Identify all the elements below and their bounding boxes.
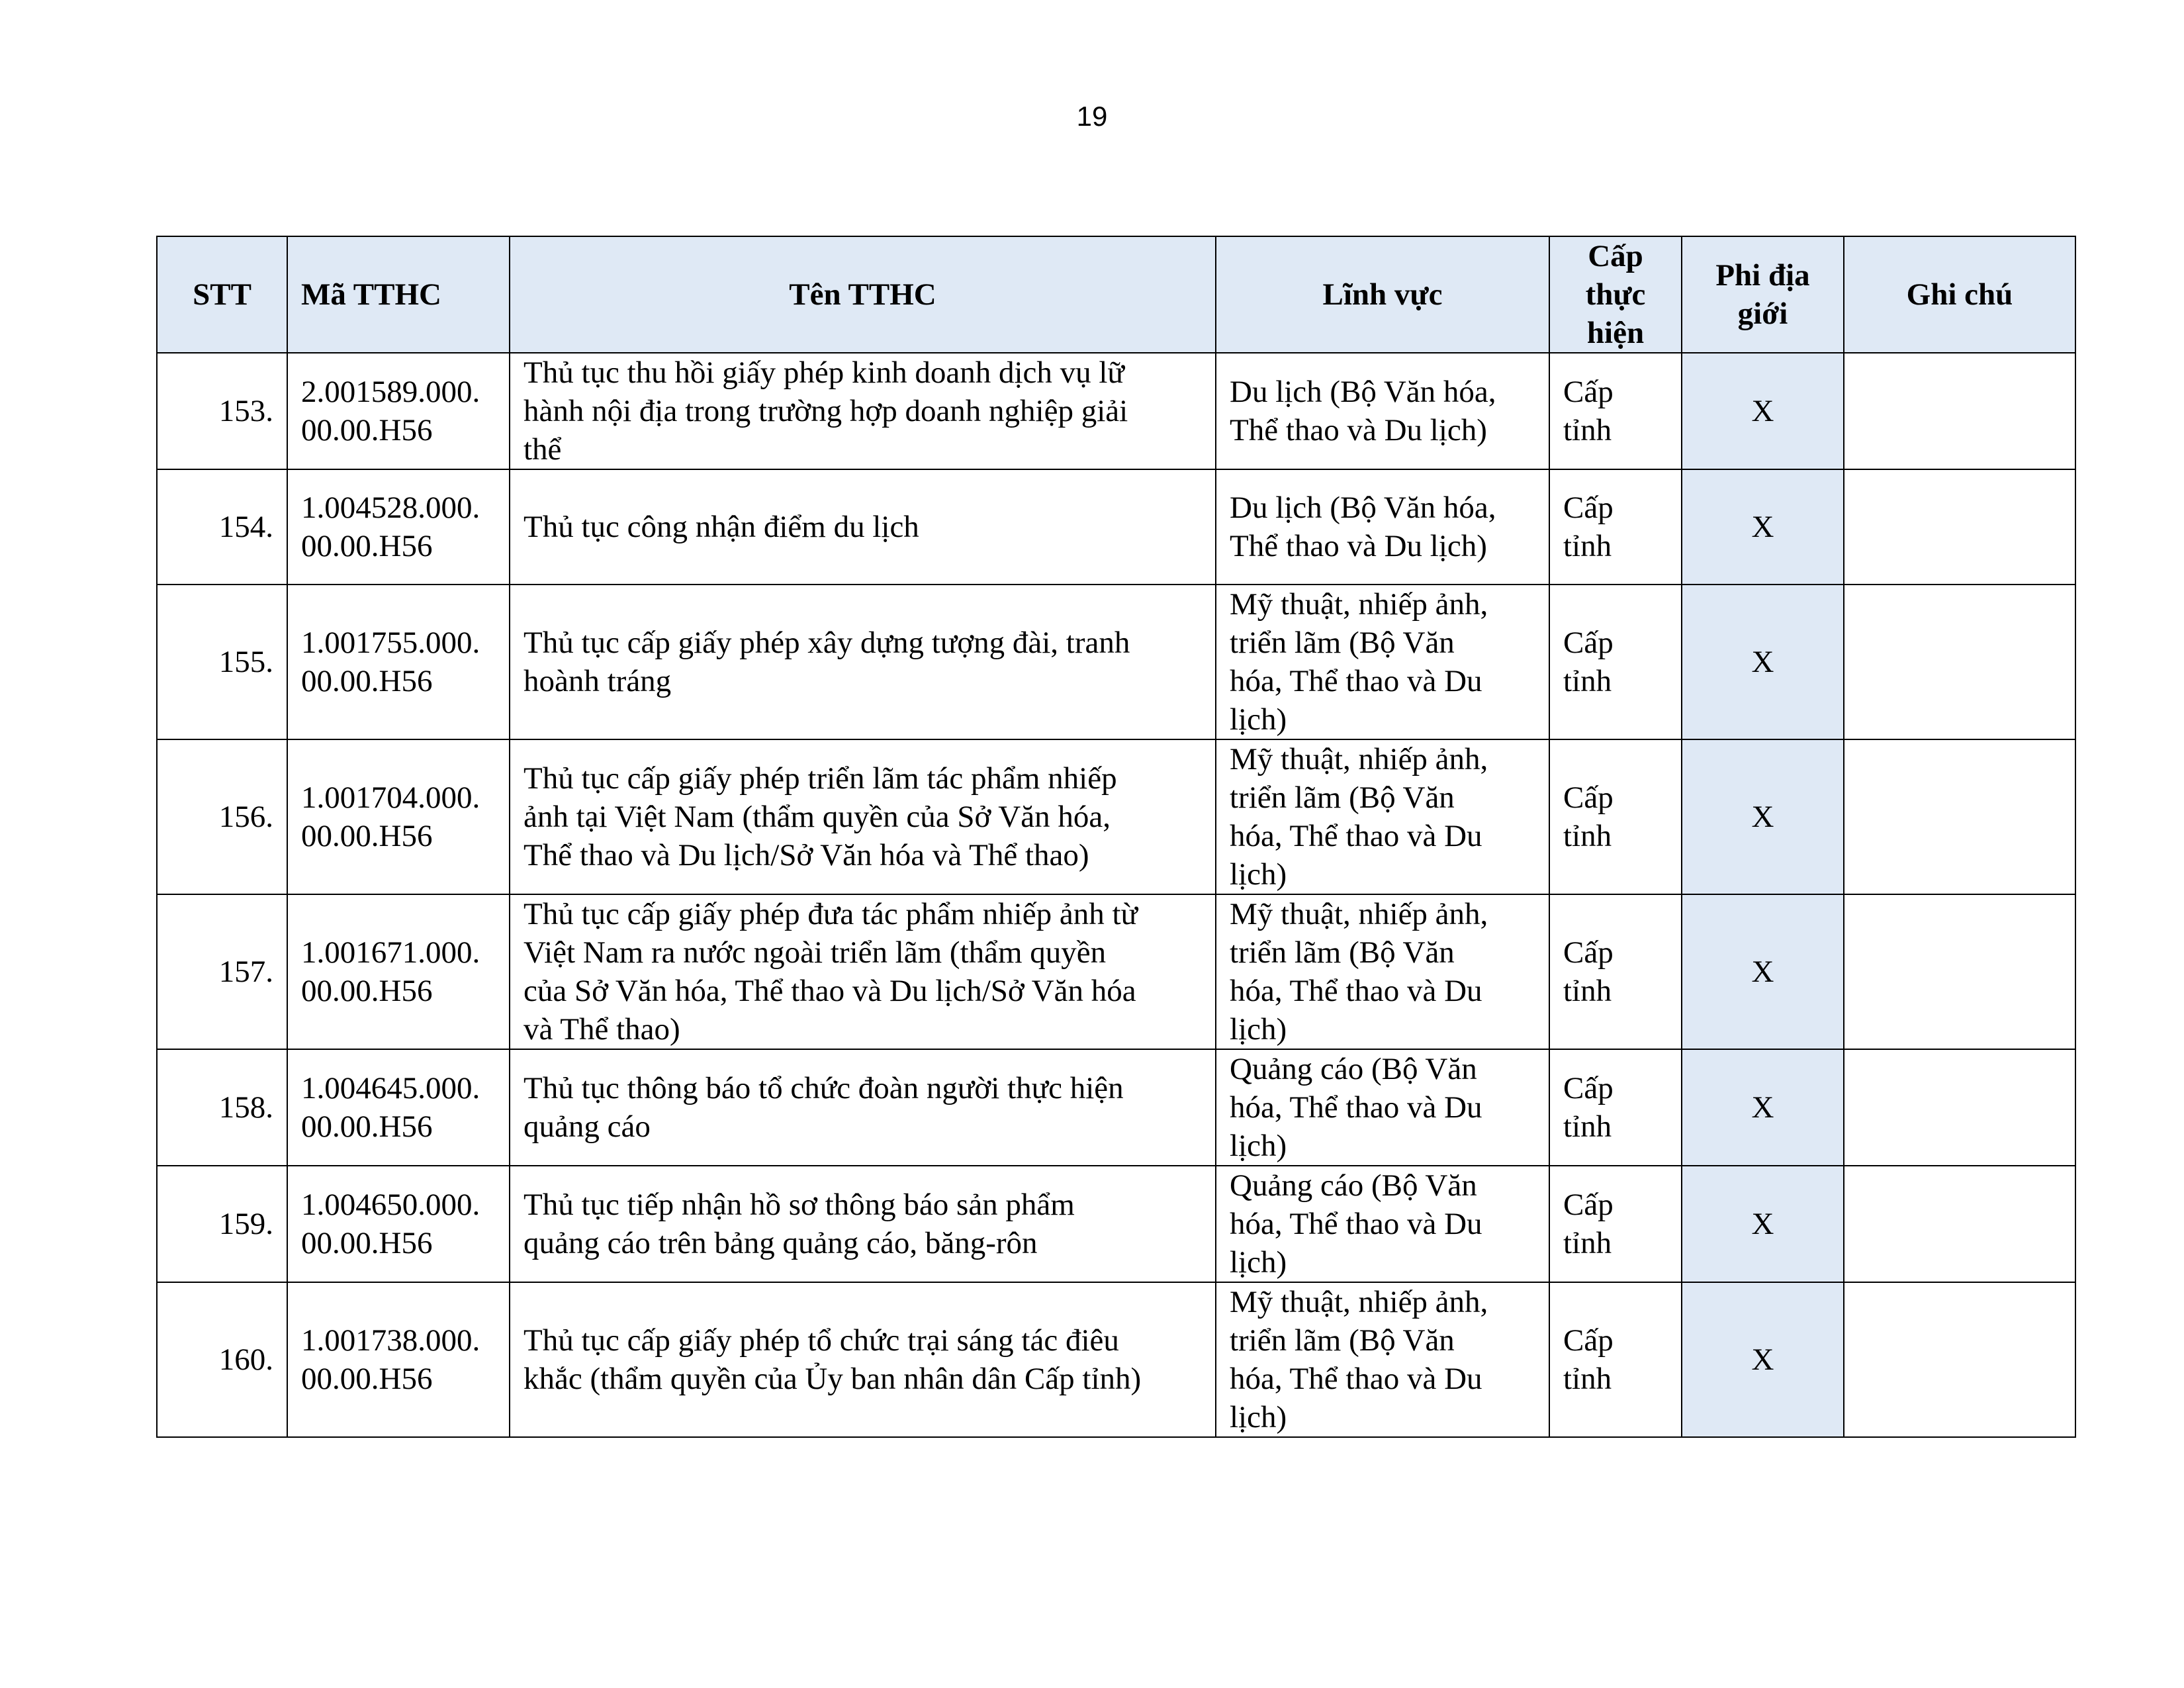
cell-line: Mỹ thuật, nhiếp ảnh,	[1230, 897, 1488, 931]
cell-line: khắc (thẩm quyền của Ủy ban nhân dân Cấp tỉnh)	[523, 1362, 1142, 1396]
cell-line: 00.00.H56	[301, 819, 433, 853]
cell-line: 1.004528.000.	[301, 491, 480, 525]
cell-line: Thủ tục cấp giấy phép đưa tác phẩm nhiếp ảnh từ	[523, 897, 1138, 931]
cell-line: Mỹ thuật, nhiếp ảnh,	[1230, 1285, 1488, 1319]
cell-line: Thể thao và Du lịch)	[1230, 413, 1487, 447]
cell-ten-tthc	[510, 585, 1216, 739]
procedures-table	[156, 236, 2076, 1438]
header-cap-line: Cấp	[1588, 239, 1643, 273]
cell-ten-tthc	[510, 1282, 1216, 1437]
cell-line: triển lãm (Bộ Văn	[1230, 1323, 1455, 1358]
cell-line: hóa, Thể thao và Du	[1230, 1207, 1482, 1241]
cell-ghi-chu	[1844, 585, 2075, 739]
cell-phi-dia-gioi: X	[1682, 1049, 1844, 1166]
table-header-row	[157, 236, 2075, 353]
cell-cap	[1549, 1282, 1682, 1437]
cell-cap	[1549, 894, 1682, 1049]
cell-line: 00.00.H56	[301, 1362, 433, 1396]
cell-stt: 155.	[157, 585, 287, 739]
header-ten-tthc: Tên TTHC	[510, 236, 1216, 353]
cell-line: thể	[523, 432, 562, 467]
cell-ghi-chu	[1844, 1049, 2075, 1166]
cell-stt: 153.	[157, 353, 287, 469]
cell-line: quảng cáo trên bảng quảng cáo, băng-rôn	[523, 1226, 1038, 1260]
header-stt: STT	[157, 236, 287, 353]
cell-stt: 159.	[157, 1166, 287, 1282]
cell-line: 00.00.H56	[301, 1226, 433, 1260]
cell-stt: 158.	[157, 1049, 287, 1166]
cell-line: Việt Nam ra nước ngoài triển lãm (thẩm quyền	[523, 935, 1107, 970]
cell-ma-tthc	[287, 739, 510, 894]
cell-line: 2.001589.000.	[301, 375, 480, 409]
cell-line: hóa, Thể thao và Du	[1230, 1362, 1482, 1396]
cell-phi-dia-gioi: X	[1682, 894, 1844, 1049]
cell-phi-dia-gioi: X	[1682, 585, 1844, 739]
cell-line: Thủ tục cấp giấy phép tổ chức trại sáng tác điêu	[523, 1323, 1119, 1358]
cell-stt: 156.	[157, 739, 287, 894]
cell-ghi-chu	[1844, 1282, 2075, 1437]
cell-line: Thủ tục công nhận điểm du lịch	[523, 510, 919, 544]
cell-line: Cấp	[1563, 375, 1614, 409]
cell-ten-tthc	[510, 469, 1216, 585]
cell-line: Du lịch (Bộ Văn hóa,	[1230, 491, 1496, 525]
cell-ma-tthc	[287, 353, 510, 469]
cell-line: lịch)	[1230, 1129, 1287, 1163]
table-row	[157, 1282, 2075, 1437]
cell-ten-tthc	[510, 1049, 1216, 1166]
cell-line: Quảng cáo (Bộ Văn	[1230, 1168, 1477, 1203]
cell-ma-tthc	[287, 1049, 510, 1166]
cell-line: Cấp	[1563, 1188, 1614, 1222]
cell-line: 1.001755.000.	[301, 626, 480, 660]
cell-line: lịch)	[1230, 857, 1287, 892]
cell-line: 00.00.H56	[301, 529, 433, 563]
cell-line: tỉnh	[1563, 529, 1612, 563]
cell-line: Cấp	[1563, 935, 1614, 970]
table-row	[157, 894, 2075, 1049]
cell-phi-dia-gioi: X	[1682, 353, 1844, 469]
cell-linh-vuc	[1216, 353, 1549, 469]
cell-line: Thủ tục cấp giấy phép xây dựng tượng đài, tranh	[523, 626, 1130, 660]
cell-ma-tthc	[287, 1166, 510, 1282]
cell-line: tỉnh	[1563, 974, 1612, 1008]
cell-cap	[1549, 353, 1682, 469]
cell-line: Cấp	[1563, 1071, 1614, 1105]
cell-ten-tthc	[510, 894, 1216, 1049]
cell-linh-vuc	[1216, 585, 1549, 739]
cell-cap	[1549, 585, 1682, 739]
header-linh-vuc: Lĩnh vực	[1216, 236, 1549, 353]
cell-line: triển lãm (Bộ Văn	[1230, 626, 1455, 660]
cell-ten-tthc	[510, 353, 1216, 469]
cell-line: Thủ tục thông báo tổ chức đoàn người thực hiện	[523, 1071, 1124, 1105]
cell-ten-tthc	[510, 1166, 1216, 1282]
table-row	[157, 1166, 2075, 1282]
cell-line: của Sở Văn hóa, Thể thao và Du lịch/Sở Văn hóa	[523, 974, 1136, 1008]
cell-line: Cấp	[1563, 491, 1614, 525]
cell-ma-tthc	[287, 585, 510, 739]
header-cap-thuc-hien	[1549, 236, 1682, 353]
cell-phi-dia-gioi: X	[1682, 1282, 1844, 1437]
cell-line: 00.00.H56	[301, 664, 433, 698]
cell-line: Thủ tục cấp giấy phép triển lãm tác phẩm nhiếp	[523, 761, 1117, 796]
cell-phi-dia-gioi: X	[1682, 1166, 1844, 1282]
cell-line: Thể thao và Du lịch/Sở Văn hóa và Thể thao)	[523, 838, 1089, 872]
cell-line: lịch)	[1230, 702, 1287, 737]
cell-line: triển lãm (Bộ Văn	[1230, 780, 1455, 815]
cell-line: Thủ tục tiếp nhận hồ sơ thông báo sản phẩm	[523, 1188, 1075, 1222]
cell-line: hóa, Thể thao và Du	[1230, 974, 1482, 1008]
cell-line: tỉnh	[1563, 819, 1612, 853]
table-row	[157, 1049, 2075, 1166]
cell-cap	[1549, 1049, 1682, 1166]
cell-cap	[1549, 739, 1682, 894]
table-row	[157, 739, 2075, 894]
header-phi-dia-gioi	[1682, 236, 1844, 353]
cell-line: hành nội địa trong trường hợp doanh nghiệp giải	[523, 394, 1128, 428]
cell-ghi-chu	[1844, 1166, 2075, 1282]
cell-ma-tthc	[287, 894, 510, 1049]
cell-linh-vuc	[1216, 739, 1549, 894]
cell-line: triển lãm (Bộ Văn	[1230, 935, 1455, 970]
cell-cap	[1549, 1166, 1682, 1282]
cell-line: Thể thao và Du lịch)	[1230, 529, 1487, 563]
cell-line: hoành tráng	[523, 664, 672, 698]
cell-line: lịch)	[1230, 1245, 1287, 1280]
table-row	[157, 585, 2075, 739]
cell-line: 1.001704.000.	[301, 780, 480, 815]
cell-linh-vuc	[1216, 1166, 1549, 1282]
header-ma-tthc: Mã TTHC	[287, 236, 510, 353]
cell-stt: 160.	[157, 1282, 287, 1437]
header-ghi-chu: Ghi chú	[1844, 236, 2075, 353]
header-cap-line: hiện	[1586, 316, 1645, 350]
cell-line: tỉnh	[1563, 1109, 1612, 1144]
page-number: 19	[1076, 101, 1108, 132]
header-phi-line: giới	[1737, 297, 1788, 331]
cell-line: Thủ tục thu hồi giấy phép kinh doanh dịch vụ lữ	[523, 355, 1124, 390]
cell-line: 1.004645.000.	[301, 1071, 480, 1105]
header-phi-line: Phi địa	[1715, 258, 1810, 293]
cell-line: tỉnh	[1563, 1226, 1612, 1260]
cell-line: hóa, Thể thao và Du	[1230, 819, 1482, 853]
cell-stt: 154.	[157, 469, 287, 585]
cell-line: Cấp	[1563, 1323, 1614, 1358]
cell-line: 00.00.H56	[301, 974, 433, 1008]
cell-line: Mỹ thuật, nhiếp ảnh,	[1230, 742, 1488, 776]
cell-line: Cấp	[1563, 780, 1614, 815]
cell-line: và Thể thao)	[523, 1012, 680, 1047]
cell-line: hóa, Thể thao và Du	[1230, 664, 1482, 698]
cell-phi-dia-gioi: X	[1682, 469, 1844, 585]
cell-line: 1.004650.000.	[301, 1188, 480, 1222]
cell-linh-vuc	[1216, 1282, 1549, 1437]
cell-ghi-chu	[1844, 469, 2075, 585]
table-row	[157, 469, 2075, 585]
cell-line: 1.001671.000.	[301, 935, 480, 970]
header-cap-line: thực	[1585, 277, 1646, 312]
cell-line: hóa, Thể thao và Du	[1230, 1090, 1482, 1125]
cell-linh-vuc	[1216, 469, 1549, 585]
cell-stt: 157.	[157, 894, 287, 1049]
cell-ma-tthc	[287, 1282, 510, 1437]
cell-line: Quảng cáo (Bộ Văn	[1230, 1052, 1477, 1086]
table-row	[157, 353, 2075, 469]
cell-ghi-chu	[1844, 894, 2075, 1049]
cell-line: lịch)	[1230, 1012, 1287, 1047]
cell-line: lịch)	[1230, 1400, 1287, 1434]
cell-ghi-chu	[1844, 353, 2075, 469]
cell-line: 00.00.H56	[301, 1109, 433, 1144]
cell-linh-vuc	[1216, 1049, 1549, 1166]
cell-line: 1.001738.000.	[301, 1323, 480, 1358]
cell-ghi-chu	[1844, 739, 2075, 894]
cell-line: tỉnh	[1563, 413, 1612, 447]
cell-line: tỉnh	[1563, 1362, 1612, 1396]
cell-line: Du lịch (Bộ Văn hóa,	[1230, 375, 1496, 409]
cell-ma-tthc	[287, 469, 510, 585]
cell-line: Cấp	[1563, 626, 1614, 660]
cell-linh-vuc	[1216, 894, 1549, 1049]
cell-phi-dia-gioi: X	[1682, 739, 1844, 894]
cell-line: Mỹ thuật, nhiếp ảnh,	[1230, 587, 1488, 622]
cell-line: quảng cáo	[523, 1109, 651, 1144]
cell-line: tỉnh	[1563, 664, 1612, 698]
cell-ten-tthc	[510, 739, 1216, 894]
cell-line: ảnh tại Việt Nam (thẩm quyền của Sở Văn hóa,	[523, 800, 1111, 834]
cell-cap	[1549, 469, 1682, 585]
cell-line: 00.00.H56	[301, 413, 433, 447]
